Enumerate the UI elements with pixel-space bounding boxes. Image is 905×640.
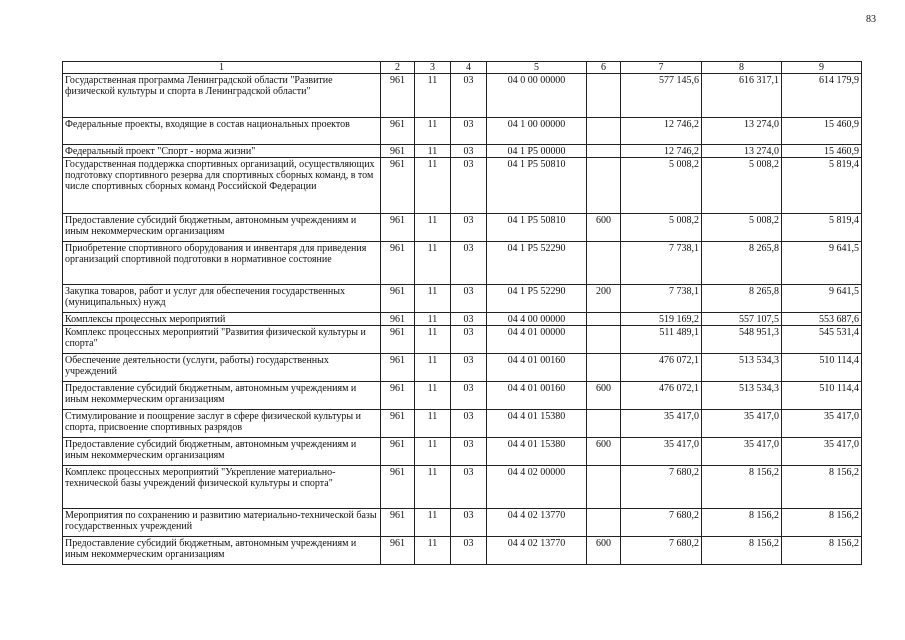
row-amount-col7: 7 738,1	[621, 242, 702, 285]
table-row	[63, 285, 862, 313]
row-expense-type	[587, 354, 621, 382]
table-row	[63, 382, 862, 410]
row-razdel: 11	[415, 145, 451, 158]
row-vedomstvo: 961	[381, 74, 415, 118]
row-podrazdel: 03	[451, 118, 487, 145]
row-razdel: 11	[415, 537, 451, 565]
row-vedomstvo: 961	[381, 285, 415, 313]
row-razdel: 11	[415, 354, 451, 382]
row-name: Комплексы процессных мероприятий	[63, 313, 381, 326]
row-podrazdel: 03	[451, 354, 487, 382]
row-razdel: 11	[415, 118, 451, 145]
row-name: Предоставление субсидий бюджетным, автономным учреждениям и иным некоммерческим организациям	[63, 438, 381, 466]
row-vedomstvo: 961	[381, 326, 415, 354]
row-name: Приобретение спортивного оборудования и инвентаря для приведения организаций спортивной подготовки в нормативное состояние	[63, 242, 381, 285]
column-header: 9	[782, 62, 862, 74]
row-amount-col8: 5 008,2	[702, 214, 782, 242]
row-name: Предоставление субсидий бюджетным, автономным учреждениям и иным некоммерческим организациям	[63, 214, 381, 242]
row-razdel: 11	[415, 410, 451, 438]
row-amount-col7: 577 145,6	[621, 74, 702, 118]
row-amount-col9: 5 819,4	[782, 158, 862, 214]
row-amount-col7: 35 417,0	[621, 410, 702, 438]
row-vedomstvo: 961	[381, 509, 415, 537]
row-target-article: 04 4 02 13770	[487, 537, 587, 565]
row-amount-col9: 8 156,2	[782, 537, 862, 565]
row-name: Стимулирование и поощрение заслуг в сфере физической культуры и спорта, присвоение спортивных разрядов	[63, 410, 381, 438]
row-amount-col9: 9 641,5	[782, 285, 862, 313]
row-amount-col7: 476 072,1	[621, 382, 702, 410]
row-podrazdel: 03	[451, 158, 487, 214]
table-row	[63, 537, 862, 565]
column-header: 2	[381, 62, 415, 74]
row-vedomstvo: 961	[381, 537, 415, 565]
row-amount-col7: 5 008,2	[621, 158, 702, 214]
row-amount-col9: 614 179,9	[782, 74, 862, 118]
row-amount-col9: 15 460,9	[782, 145, 862, 158]
row-amount-col9: 553 687,6	[782, 313, 862, 326]
row-name: Федеральные проекты, входящие в состав национальных проектов	[63, 118, 381, 145]
column-header: 5	[487, 62, 587, 74]
row-amount-col9: 8 156,2	[782, 509, 862, 537]
row-amount-col9: 8 156,2	[782, 466, 862, 509]
row-amount-col8: 35 417,0	[702, 438, 782, 466]
row-amount-col9: 35 417,0	[782, 410, 862, 438]
row-target-article: 04 4 00 00000	[487, 313, 587, 326]
row-target-article: 04 1 P5 00000	[487, 145, 587, 158]
row-amount-col8: 8 156,2	[702, 509, 782, 537]
row-podrazdel: 03	[451, 242, 487, 285]
row-target-article: 04 4 02 00000	[487, 466, 587, 509]
table-row	[63, 313, 862, 326]
table-row	[63, 438, 862, 466]
row-amount-col8: 513 534,3	[702, 382, 782, 410]
row-expense-type	[587, 410, 621, 438]
row-amount-col7: 511 489,1	[621, 326, 702, 354]
row-expense-type	[587, 74, 621, 118]
row-podrazdel: 03	[451, 145, 487, 158]
row-podrazdel: 03	[451, 74, 487, 118]
row-vedomstvo: 961	[381, 313, 415, 326]
row-amount-col7: 5 008,2	[621, 214, 702, 242]
row-amount-col7: 12 746,2	[621, 145, 702, 158]
row-name: Предоставление субсидий бюджетным, автономным учреждениям и иным некоммерческим организациям	[63, 382, 381, 410]
column-header: 6	[587, 62, 621, 74]
row-vedomstvo: 961	[381, 145, 415, 158]
row-amount-col7: 519 169,2	[621, 313, 702, 326]
row-target-article: 04 1 P5 52290	[487, 242, 587, 285]
row-target-article: 04 1 00 00000	[487, 118, 587, 145]
row-target-article: 04 4 01 00000	[487, 326, 587, 354]
row-name: Мероприятия по сохранению и развитию материально-технической базы государственных учреждений	[63, 509, 381, 537]
table-row	[63, 410, 862, 438]
row-razdel: 11	[415, 466, 451, 509]
column-header: 8	[702, 62, 782, 74]
row-razdel: 11	[415, 313, 451, 326]
row-podrazdel: 03	[451, 466, 487, 509]
row-podrazdel: 03	[451, 214, 487, 242]
row-target-article: 04 1 P5 52290	[487, 285, 587, 313]
table-row	[63, 74, 862, 118]
table-row	[63, 466, 862, 509]
row-target-article: 04 4 01 00160	[487, 354, 587, 382]
row-amount-col8: 35 417,0	[702, 410, 782, 438]
table-row	[63, 242, 862, 285]
row-expense-type: 600	[587, 214, 621, 242]
row-amount-col9: 15 460,9	[782, 118, 862, 145]
row-amount-col8: 548 951,3	[702, 326, 782, 354]
row-vedomstvo: 961	[381, 382, 415, 410]
row-razdel: 11	[415, 382, 451, 410]
table-row	[63, 118, 862, 145]
row-razdel: 11	[415, 438, 451, 466]
row-razdel: 11	[415, 509, 451, 537]
row-vedomstvo: 961	[381, 158, 415, 214]
row-amount-col7: 35 417,0	[621, 438, 702, 466]
row-vedomstvo: 961	[381, 410, 415, 438]
row-amount-col7: 7 680,2	[621, 509, 702, 537]
table-header-row	[63, 62, 862, 74]
row-podrazdel: 03	[451, 285, 487, 313]
row-podrazdel: 03	[451, 537, 487, 565]
row-vedomstvo: 961	[381, 242, 415, 285]
row-amount-col9: 9 641,5	[782, 242, 862, 285]
row-expense-type: 600	[587, 382, 621, 410]
row-expense-type: 600	[587, 438, 621, 466]
row-name: Федеральный проект "Спорт - норма жизни"	[63, 145, 381, 158]
row-amount-col8: 513 534,3	[702, 354, 782, 382]
row-amount-col9: 5 819,4	[782, 214, 862, 242]
row-amount-col8: 557 107,5	[702, 313, 782, 326]
row-amount-col8: 8 265,8	[702, 242, 782, 285]
row-vedomstvo: 961	[381, 466, 415, 509]
row-amount-col8: 616 317,1	[702, 74, 782, 118]
row-target-article: 04 4 02 13770	[487, 509, 587, 537]
row-target-article: 04 0 00 00000	[487, 74, 587, 118]
column-header: 7	[621, 62, 702, 74]
row-podrazdel: 03	[451, 410, 487, 438]
budget-table	[62, 61, 862, 565]
row-target-article: 04 4 01 15380	[487, 438, 587, 466]
row-amount-col7: 7 680,2	[621, 466, 702, 509]
row-razdel: 11	[415, 242, 451, 285]
row-name: Предоставление субсидий бюджетным, автономным учреждениям и иным некоммерческим организациям	[63, 537, 381, 565]
row-expense-type: 200	[587, 285, 621, 313]
row-podrazdel: 03	[451, 326, 487, 354]
row-vedomstvo: 961	[381, 438, 415, 466]
row-name: Государственная программа Ленинградской области "Развитие физической культуры и спорта в Ленинградской области"	[63, 74, 381, 118]
row-amount-col8: 13 274,0	[702, 145, 782, 158]
row-podrazdel: 03	[451, 509, 487, 537]
column-header: 1	[63, 62, 381, 74]
table-row	[63, 214, 862, 242]
page-number: 83	[866, 14, 876, 25]
row-name: Государственная поддержка спортивных организаций, осуществляющих подготовку спортивного резерва для спортивных сборных команд, в том числе спортивных сборных команд Российской Федерации	[63, 158, 381, 214]
row-amount-col7: 7 738,1	[621, 285, 702, 313]
row-target-article: 04 1 P5 50810	[487, 214, 587, 242]
row-expense-type	[587, 158, 621, 214]
row-amount-col8: 8 156,2	[702, 466, 782, 509]
column-header: 4	[451, 62, 487, 74]
row-podrazdel: 03	[451, 382, 487, 410]
row-amount-col7: 476 072,1	[621, 354, 702, 382]
row-expense-type	[587, 466, 621, 509]
table-row	[63, 158, 862, 214]
row-amount-col8: 8 156,2	[702, 537, 782, 565]
row-name: Комплекс процессных мероприятий "Укрепление материально-технической базы учреждений физической культуры и спорта"	[63, 466, 381, 509]
row-vedomstvo: 961	[381, 214, 415, 242]
row-amount-col8: 8 265,8	[702, 285, 782, 313]
table-row	[63, 326, 862, 354]
row-amount-col7: 7 680,2	[621, 537, 702, 565]
row-target-article: 04 1 P5 50810	[487, 158, 587, 214]
row-name: Комплекс процессных мероприятий "Развития физической культуры и спорта"	[63, 326, 381, 354]
row-razdel: 11	[415, 326, 451, 354]
row-expense-type: 600	[587, 537, 621, 565]
row-amount-col8: 5 008,2	[702, 158, 782, 214]
row-vedomstvo: 961	[381, 118, 415, 145]
table-row	[63, 354, 862, 382]
table-row	[63, 145, 862, 158]
table-row	[63, 509, 862, 537]
row-vedomstvo: 961	[381, 354, 415, 382]
row-amount-col8: 13 274,0	[702, 118, 782, 145]
row-razdel: 11	[415, 285, 451, 313]
row-amount-col9: 545 531,4	[782, 326, 862, 354]
row-razdel: 11	[415, 74, 451, 118]
row-amount-col9: 510 114,4	[782, 354, 862, 382]
row-expense-type	[587, 242, 621, 285]
row-razdel: 11	[415, 214, 451, 242]
row-amount-col7: 12 746,2	[621, 118, 702, 145]
row-podrazdel: 03	[451, 313, 487, 326]
row-expense-type	[587, 313, 621, 326]
column-header: 3	[415, 62, 451, 74]
row-expense-type	[587, 509, 621, 537]
row-target-article: 04 4 01 00160	[487, 382, 587, 410]
row-amount-col9: 35 417,0	[782, 438, 862, 466]
row-razdel: 11	[415, 158, 451, 214]
row-podrazdel: 03	[451, 438, 487, 466]
row-expense-type	[587, 326, 621, 354]
row-expense-type	[587, 145, 621, 158]
row-expense-type	[587, 118, 621, 145]
row-name: Обеспечение деятельности (услуги, работы) государственных учреждений	[63, 354, 381, 382]
row-amount-col9: 510 114,4	[782, 382, 862, 410]
row-name: Закупка товаров, работ и услуг для обеспечения государственных (муниципальных) нужд	[63, 285, 381, 313]
row-target-article: 04 4 01 15380	[487, 410, 587, 438]
